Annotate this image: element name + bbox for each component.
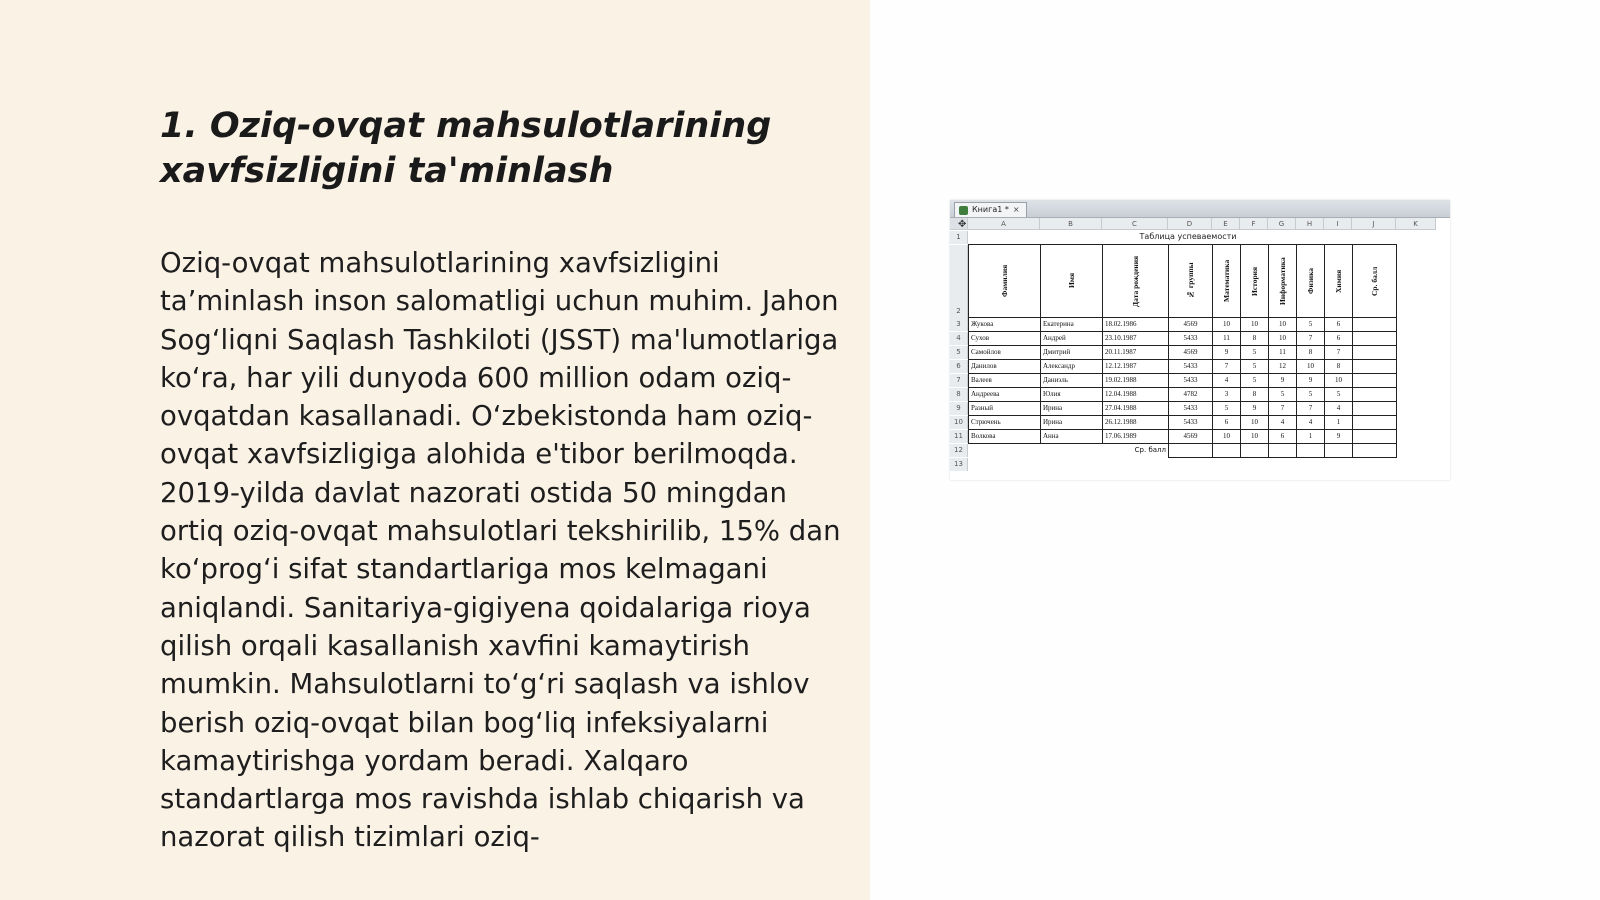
table-cell[interactable]: 4569 bbox=[1169, 346, 1213, 360]
table-cell[interactable]: Екатерина bbox=[1041, 318, 1103, 332]
table-cell[interactable]: Данилов bbox=[969, 360, 1041, 374]
column-header-f[interactable]: F bbox=[1240, 218, 1268, 230]
row-number-10[interactable]: 10 bbox=[950, 416, 968, 429]
table-cell[interactable]: 5 bbox=[1241, 374, 1269, 388]
table-row bbox=[969, 416, 1397, 430]
header-cell[interactable] bbox=[1213, 245, 1241, 318]
table-cell[interactable]: 5433 bbox=[1169, 416, 1213, 430]
table-cell[interactable]: 5 bbox=[1241, 346, 1269, 360]
column-header-a[interactable]: A bbox=[968, 218, 1040, 230]
table-cell[interactable]: 9 bbox=[1213, 346, 1241, 360]
table-cell[interactable]: 5 bbox=[1269, 388, 1297, 402]
table-cell[interactable]: 10 bbox=[1269, 318, 1297, 332]
table-cell[interactable]: Ирина bbox=[1041, 402, 1103, 416]
header-label: Фамилия bbox=[999, 264, 1009, 298]
table-row bbox=[969, 360, 1397, 374]
empty-cell bbox=[1041, 444, 1103, 458]
table-cell[interactable]: 23.10.1987 bbox=[1103, 332, 1169, 346]
header-cell[interactable] bbox=[1353, 245, 1397, 318]
table-cell[interactable]: Разный bbox=[969, 402, 1041, 416]
table-cell[interactable]: 10 bbox=[1241, 430, 1269, 444]
table-cell[interactable] bbox=[1353, 318, 1397, 332]
table-cell[interactable]: 20.11.1987 bbox=[1103, 346, 1169, 360]
table-cell[interactable]: 12.12.1987 bbox=[1103, 360, 1169, 374]
header-cell[interactable] bbox=[1241, 245, 1269, 318]
column-header-k[interactable]: K bbox=[1396, 218, 1436, 230]
table-cell[interactable]: 4 bbox=[1297, 416, 1325, 430]
table-cell[interactable] bbox=[1353, 402, 1397, 416]
table-cell[interactable]: Дмитрий bbox=[1041, 346, 1103, 360]
table-cell[interactable]: 9 bbox=[1325, 430, 1353, 444]
table-cell[interactable]: 10 bbox=[1325, 374, 1353, 388]
table-cell[interactable]: 5 bbox=[1241, 360, 1269, 374]
table-cell[interactable]: 5 bbox=[1297, 388, 1325, 402]
table-cell[interactable]: 17.06.1989 bbox=[1103, 430, 1169, 444]
table-cell[interactable]: Александр bbox=[1041, 360, 1103, 374]
table-cell[interactable]: 5 bbox=[1297, 318, 1325, 332]
table-cell[interactable]: 1 bbox=[1325, 416, 1353, 430]
table-cell[interactable]: 19.02.1988 bbox=[1103, 374, 1169, 388]
header-label: Ср. балл bbox=[1369, 266, 1379, 296]
column-header-h[interactable]: H bbox=[1296, 218, 1324, 230]
table-cell[interactable]: 3 bbox=[1213, 388, 1241, 402]
table-cell[interactable]: 11 bbox=[1269, 346, 1297, 360]
table-cell[interactable]: 5 bbox=[1213, 402, 1241, 416]
average-cell[interactable] bbox=[1213, 444, 1241, 458]
table-cell[interactable]: 6 bbox=[1325, 318, 1353, 332]
table-cell[interactable]: Самойлов bbox=[969, 346, 1041, 360]
column-header-c[interactable]: C bbox=[1102, 218, 1168, 230]
table-cell[interactable]: 9 bbox=[1241, 402, 1269, 416]
header-label: Имя bbox=[1066, 273, 1076, 289]
header-cell[interactable] bbox=[1103, 245, 1169, 318]
table-cell[interactable] bbox=[1353, 346, 1397, 360]
table-cell[interactable]: 8 bbox=[1297, 346, 1325, 360]
table-cell[interactable]: 5433 bbox=[1169, 332, 1213, 346]
table-cell[interactable] bbox=[1353, 332, 1397, 346]
select-all-corner[interactable] bbox=[950, 218, 968, 230]
column-header-e[interactable]: E bbox=[1212, 218, 1240, 230]
table-row bbox=[969, 388, 1397, 402]
workbook-tab-label: Книга1 * bbox=[972, 205, 1009, 214]
table-cell[interactable]: 10 bbox=[1297, 360, 1325, 374]
table-cell[interactable]: 26.12.1988 bbox=[1103, 416, 1169, 430]
table-cell[interactable]: 7 bbox=[1297, 402, 1325, 416]
table-cell[interactable] bbox=[1353, 360, 1397, 374]
table-cell[interactable]: 4782 bbox=[1169, 388, 1213, 402]
average-label: Ср. балл bbox=[1134, 446, 1166, 455]
table-cell[interactable]: 10 bbox=[1269, 332, 1297, 346]
table-cell[interactable]: 10 bbox=[1241, 318, 1269, 332]
table-cell[interactable]: 11 bbox=[1213, 332, 1241, 346]
header-label: Информатика bbox=[1277, 257, 1287, 305]
column-header-j[interactable]: J bbox=[1352, 218, 1396, 230]
header-row bbox=[969, 245, 1397, 318]
table-cell[interactable]: 5433 bbox=[1169, 374, 1213, 388]
average-cell[interactable] bbox=[1269, 444, 1297, 458]
table-cell[interactable]: 27.04.1988 bbox=[1103, 402, 1169, 416]
row-number-12[interactable]: 12 bbox=[950, 444, 968, 457]
column-header-i[interactable]: I bbox=[1324, 218, 1352, 230]
header-label: № группы bbox=[1185, 262, 1195, 300]
table-cell[interactable]: Ирина bbox=[1041, 416, 1103, 430]
header-label: Физика bbox=[1305, 267, 1315, 295]
table-cell[interactable]: 9 bbox=[1297, 374, 1325, 388]
header-label: Дата рождения bbox=[1130, 255, 1140, 307]
header-cell[interactable] bbox=[1041, 245, 1103, 318]
row-number-9[interactable]: 9 bbox=[950, 402, 968, 415]
workbook-tab[interactable] bbox=[954, 202, 1027, 217]
table-cell[interactable]: 1 bbox=[1297, 430, 1325, 444]
table-cell[interactable]: 4569 bbox=[1169, 318, 1213, 332]
row-number-13[interactable]: 13 bbox=[950, 458, 968, 471]
table-cell[interactable]: Стрючень bbox=[969, 416, 1041, 430]
table-cell[interactable]: 8 bbox=[1241, 332, 1269, 346]
row-number-7[interactable]: 7 bbox=[950, 374, 968, 387]
table-cell[interactable]: 18.02.1986 bbox=[1103, 318, 1169, 332]
average-cell[interactable] bbox=[1325, 444, 1353, 458]
spreadsheet-screenshot bbox=[950, 200, 1450, 480]
table-cell[interactable]: Валеев bbox=[969, 374, 1041, 388]
table-cell[interactable]: 8 bbox=[1241, 388, 1269, 402]
table-cell[interactable]: 7 bbox=[1325, 346, 1353, 360]
column-header-g[interactable]: G bbox=[1268, 218, 1296, 230]
row-number-6[interactable]: 6 bbox=[950, 360, 968, 373]
table-cell[interactable]: Даниэль bbox=[1041, 374, 1103, 388]
table-cell[interactable]: Сухов bbox=[969, 332, 1041, 346]
table-cell[interactable]: 6 bbox=[1325, 332, 1353, 346]
header-cell[interactable] bbox=[1297, 245, 1325, 318]
table-row bbox=[969, 346, 1397, 360]
header-label: История bbox=[1249, 266, 1259, 296]
header-label: Математика bbox=[1221, 259, 1231, 303]
excel-icon bbox=[959, 206, 968, 215]
table-cell[interactable]: 5433 bbox=[1169, 402, 1213, 416]
close-icon[interactable]: × bbox=[1012, 205, 1020, 214]
row-number-8[interactable]: 8 bbox=[950, 388, 968, 401]
table-cell[interactable]: 4 bbox=[1213, 374, 1241, 388]
table-row bbox=[969, 402, 1397, 416]
table-cell[interactable]: 6 bbox=[1213, 416, 1241, 430]
row-number-2[interactable]: 2 bbox=[950, 245, 968, 318]
table-cell[interactable]: 7 bbox=[1297, 332, 1325, 346]
row-number-1[interactable]: 1 bbox=[950, 231, 968, 244]
table-cell[interactable]: 10 bbox=[1213, 430, 1241, 444]
table-title: Таблица успеваемости bbox=[1139, 232, 1237, 241]
table-cell[interactable] bbox=[1353, 388, 1397, 402]
table-cell[interactable]: 9 bbox=[1269, 374, 1297, 388]
table-cell[interactable]: 7 bbox=[1269, 402, 1297, 416]
table-cell[interactable]: 4 bbox=[1269, 416, 1297, 430]
table-cell[interactable]: Андрей bbox=[1041, 332, 1103, 346]
table-cell[interactable]: 5 bbox=[1325, 388, 1353, 402]
average-cell[interactable] bbox=[1169, 444, 1213, 458]
table-cell[interactable]: Волкова bbox=[969, 430, 1041, 444]
table-cell[interactable] bbox=[1353, 374, 1397, 388]
table-row bbox=[969, 430, 1397, 444]
workbook-tab-bar bbox=[950, 200, 1450, 218]
table-cell[interactable]: Юлия bbox=[1041, 388, 1103, 402]
slide-title: 1. Oziq-ovqat mahsulotlarining xavfsizligini ta'minlash bbox=[160, 106, 772, 191]
average-row bbox=[969, 444, 1397, 458]
row-number-11[interactable]: 11 bbox=[950, 430, 968, 443]
table-cell[interactable]: Жукова bbox=[969, 318, 1041, 332]
slide-body-text: Oziq-ovqat mahsulotlarining xavfsizligini ta’minlash inson salomatligi uchun muhim. Jahon Sog‘liqni Saqlash Tashkiloti (JSST) ma'lumotlariga ko‘ra, har yili dunyoda 600 million odam oziq-ovqatdan kasallanadi. O‘zbekistonda ham oziq-ovqat xavfsizligiga alohida e'tibor berilmoqda. 2019-yilda davlat nazorati ostida 50 mingdan ortiq oziq-ovqat mahsulotlari tekshirilib, 15% dan ko‘prog‘i sifat standartlariga mos kelmagani aniqlandi. Sanitariya-gigiyena qoidalariga rioya qilish orqali kasallanish xavfini kamaytirish mumkin. Mahsulotlarni to‘g‘ri saqlash va ishlov berish oziq-ovqat bilan bog‘liq infeksiyalarni kamaytirishga yordam beradi. Xalqaro standartlarga mos ravishda ishlab chiqarish va nazorat qilish tizimlari oziq- bbox=[160, 247, 841, 854]
column-header-b[interactable]: B bbox=[1040, 218, 1102, 230]
table-cell[interactable]: 10 bbox=[1213, 318, 1241, 332]
table-cell[interactable] bbox=[1353, 430, 1397, 444]
table-row bbox=[969, 332, 1397, 346]
row-number-5[interactable]: 5 bbox=[950, 346, 968, 359]
table-cell[interactable]: 5433 bbox=[1169, 360, 1213, 374]
header-cell[interactable] bbox=[1169, 245, 1213, 318]
table-row bbox=[969, 318, 1397, 332]
table-cell[interactable]: 10 bbox=[1241, 416, 1269, 430]
row-number-3[interactable]: 3 bbox=[950, 318, 968, 331]
header-cell[interactable] bbox=[969, 245, 1041, 318]
table-row bbox=[969, 374, 1397, 388]
table-cell[interactable]: 7 bbox=[1213, 360, 1241, 374]
empty-cell bbox=[969, 444, 1041, 458]
table-cell[interactable]: 4 bbox=[1325, 402, 1353, 416]
row-number-4[interactable]: 4 bbox=[950, 332, 968, 345]
cell-cursor-icon: ✥ bbox=[958, 219, 967, 230]
table-cell[interactable]: 12 bbox=[1269, 360, 1297, 374]
grades-table bbox=[968, 244, 1397, 458]
average-cell[interactable] bbox=[1241, 444, 1269, 458]
table-cell[interactable]: 12.04.1988 bbox=[1103, 388, 1169, 402]
table-cell[interactable]: 4569 bbox=[1169, 430, 1213, 444]
average-cell[interactable] bbox=[1353, 444, 1397, 458]
table-cell[interactable] bbox=[1353, 416, 1397, 430]
column-header-d[interactable]: D bbox=[1168, 218, 1212, 230]
table-cell[interactable]: 8 bbox=[1325, 360, 1353, 374]
header-cell[interactable] bbox=[1269, 245, 1297, 318]
header-cell[interactable] bbox=[1325, 245, 1353, 318]
table-cell[interactable]: 6 bbox=[1269, 430, 1297, 444]
header-label: Химия bbox=[1333, 269, 1343, 293]
average-cell[interactable] bbox=[1297, 444, 1325, 458]
table-cell[interactable]: Андреева bbox=[969, 388, 1041, 402]
table-cell[interactable]: Анна bbox=[1041, 430, 1103, 444]
